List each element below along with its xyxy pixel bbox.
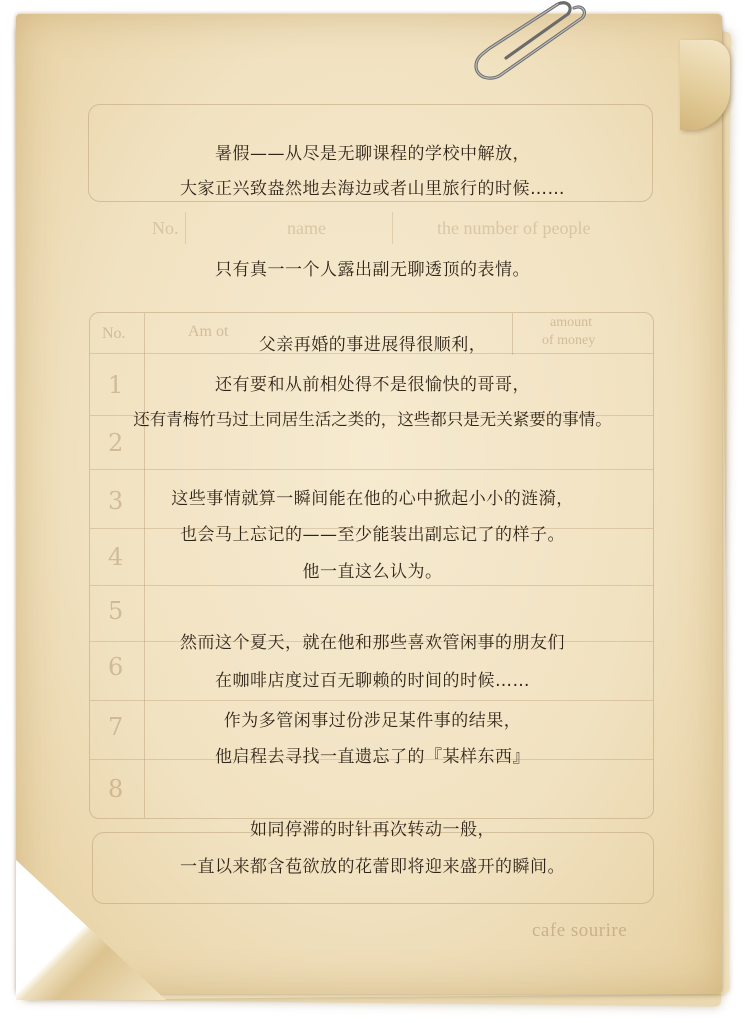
form-header-no: No. <box>152 218 179 238</box>
story-line: 父亲再婚的事进展得很顺利， <box>258 335 487 355</box>
story-line: 在咖啡店度过百无聊赖的时间的时候…… <box>215 671 530 691</box>
story-line: 这些事情就算一瞬间能在他的心中掀起小小的涟漪， <box>171 489 574 509</box>
story-line: 还有要和从前相处得不是很愉快的哥哥， <box>215 375 530 395</box>
story-line: 大家正兴致盎然地去海边或者山里旅行的时候…… <box>180 179 565 199</box>
ledger-row-number: 4 <box>108 543 124 571</box>
ledger-header-no: No. <box>102 325 126 342</box>
story-line: 一直以来都含苞欲放的花蕾即将迎来盛开的瞬间。 <box>180 857 565 877</box>
story-line: 然而这个夏天，就在他和那些喜欢管闲事的朋友们 <box>180 633 565 653</box>
form-divider <box>185 212 186 244</box>
ledger-row-number: 1 <box>108 371 124 399</box>
watermark: cafe sourire <box>532 920 628 941</box>
ledger-row-line <box>90 700 653 701</box>
ledger-header-item: Am ot <box>188 323 229 340</box>
ledger-row-number: 6 <box>108 653 124 681</box>
ledger-header-money: of money <box>542 333 596 348</box>
story-line: 作为多管闲事过份涉足某件事的结果， <box>223 711 522 731</box>
paper-clip-icon <box>462 0 592 90</box>
story-line: 暑假——从尽是无聊课程的学校中解放， <box>215 144 530 164</box>
ledger-row-number: 5 <box>108 597 124 625</box>
story-line: 只有真一一个人露出副无聊透顶的表情。 <box>215 260 530 280</box>
ledger-row-number: 2 <box>108 429 124 457</box>
ledger-row-line <box>90 585 653 586</box>
ledger-row-line <box>90 469 653 470</box>
story-line: 还有青梅竹马过上同居生活之类的，这些都只是无关紧要的事情。 <box>133 410 612 429</box>
story-line: 如同停滞的时针再次转动一般， <box>250 820 495 840</box>
form-header-name: name <box>287 218 326 238</box>
form-header-people: the number of people <box>437 218 591 238</box>
ledger-row-number: 7 <box>108 713 124 741</box>
form-divider <box>392 212 393 244</box>
story-line: 他启程去寻找一直遗忘了的『某样东西』 <box>215 747 530 767</box>
story-line: 也会马上忘记的——至少能装出副忘记了的样子。 <box>180 525 565 545</box>
story-line: 他一直这么认为。 <box>302 562 443 582</box>
ledger-row-number: 3 <box>108 487 124 515</box>
ledger-row-number: 8 <box>108 775 124 803</box>
ledger-header-amount: amount <box>550 315 592 330</box>
